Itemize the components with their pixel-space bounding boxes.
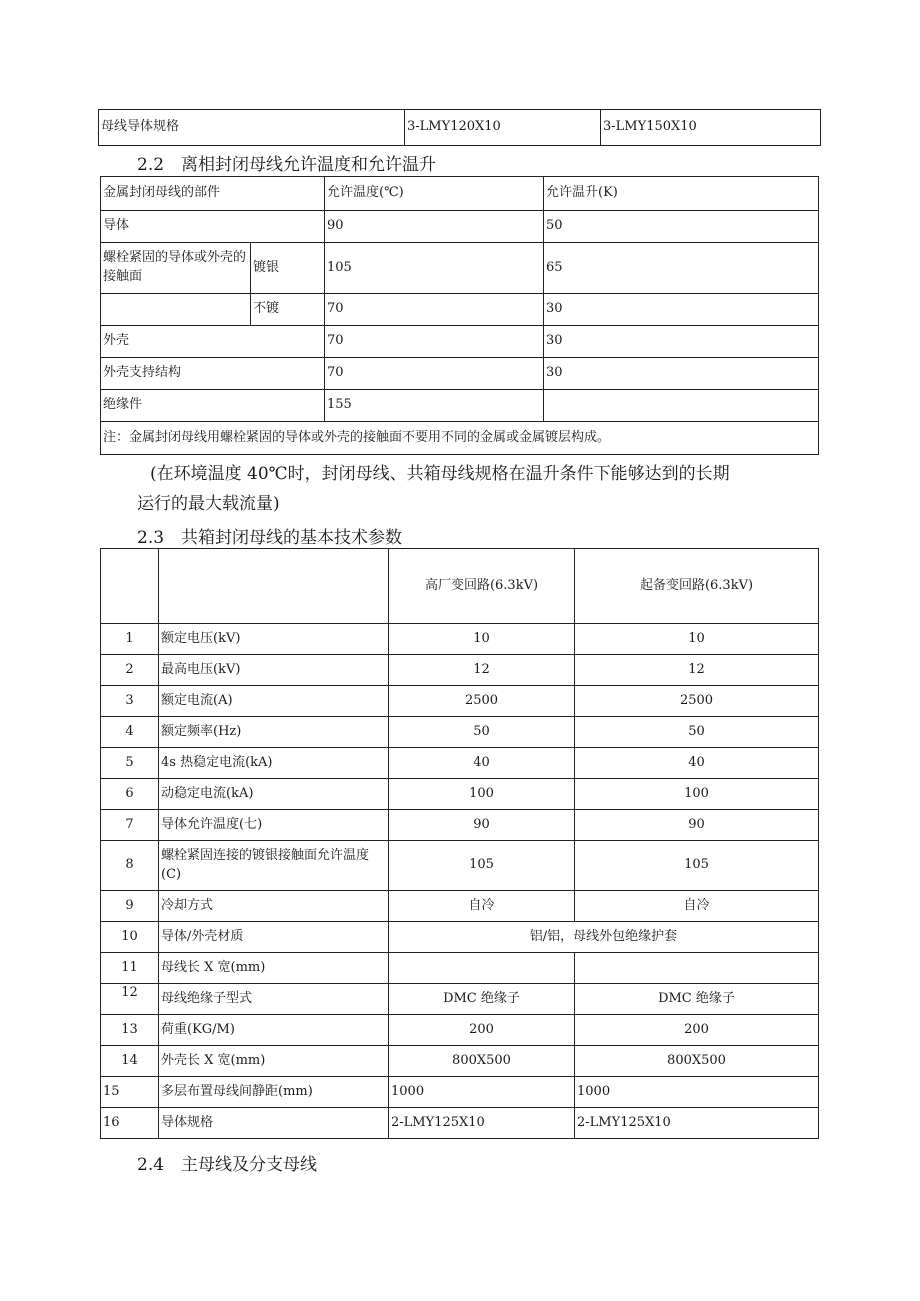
- cell-spec-a: 3-LMY120X10: [405, 110, 601, 146]
- header-index: [101, 549, 159, 624]
- section-heading-2-2: 2.2 离相封闭母线允许温度和允许温升: [137, 155, 437, 175]
- cell-part: 外壳: [101, 326, 325, 358]
- cell-value-b: 105: [575, 841, 819, 891]
- cell-part: 螺栓紧固的导体或外壳的接触面: [101, 243, 251, 294]
- cell-index: 6: [101, 779, 159, 810]
- table-row: [101, 243, 819, 294]
- cell-param: 冷却方式: [159, 891, 389, 922]
- table-row: [101, 1077, 819, 1108]
- table-row: [101, 922, 819, 953]
- cell-value-a: 自冷: [389, 891, 575, 922]
- cell-param: 导体允许温度(七): [159, 810, 389, 841]
- table-row: [101, 358, 819, 390]
- cell-value-merged: 铝/铝，母线外包绝缘护套: [389, 922, 819, 953]
- cell-value-b: 2500: [575, 686, 819, 717]
- table-row: [101, 841, 819, 891]
- header-param: [159, 549, 389, 624]
- cell-value-a: 12: [389, 655, 575, 686]
- cell-sub: 镀银: [251, 243, 325, 294]
- cell-part-empty: [101, 294, 251, 326]
- cell-index: 5: [101, 748, 159, 779]
- cell-value-b: DMC 绝缘子: [575, 984, 819, 1015]
- cell-value-b: 100: [575, 779, 819, 810]
- table-row: [101, 294, 819, 326]
- table-row: [101, 717, 819, 748]
- cell-rise: 30: [544, 294, 819, 326]
- cell-part: 绝缘件: [101, 390, 325, 422]
- table-note-row: [101, 422, 819, 455]
- header-part: 金属封闭母线的部件: [101, 177, 325, 211]
- cell-value-a: [389, 953, 575, 984]
- conductor-spec-table: [98, 109, 821, 146]
- table-row: [101, 655, 819, 686]
- cell-temp: 105: [325, 243, 544, 294]
- cell-param: 额定频率(Hz): [159, 717, 389, 748]
- cell-temp: 90: [325, 211, 544, 243]
- cell-param: 螺栓紧固连接的镀银接触面允许温度(C): [159, 841, 389, 891]
- cell-value-b: 40: [575, 748, 819, 779]
- cell-index: 12: [101, 984, 159, 1015]
- section-heading-2-3: 2.3 共箱封闭母线的基本技术参数: [137, 528, 403, 548]
- cell-index: 3: [101, 686, 159, 717]
- table-row: [99, 110, 821, 146]
- table-row: [101, 984, 819, 1015]
- cell-index: 16: [101, 1108, 159, 1139]
- cell-index: 14: [101, 1046, 159, 1077]
- table-row: [101, 211, 819, 243]
- table-row: [101, 390, 819, 422]
- cell-temp: 155: [325, 390, 544, 422]
- cell-value-b: 200: [575, 1015, 819, 1046]
- cell-param: 导体规格: [159, 1108, 389, 1139]
- cell-value-a: 40: [389, 748, 575, 779]
- cell-index: 15: [101, 1077, 159, 1108]
- cell-value-a: 105: [389, 841, 575, 891]
- header-standby: 起备变回路(6.3kV): [575, 549, 819, 624]
- cell-param: 额定电压(kV): [159, 624, 389, 655]
- cell-rise: 30: [544, 326, 819, 358]
- cell-value-b: 12: [575, 655, 819, 686]
- parameters-table: [100, 548, 819, 1139]
- cell-part: 外壳支持结构: [101, 358, 325, 390]
- cell-index: 11: [101, 953, 159, 984]
- cell-index: 9: [101, 891, 159, 922]
- cell-value-a: 10: [389, 624, 575, 655]
- cell-index: 8: [101, 841, 159, 891]
- table-header-row: [101, 177, 819, 211]
- cell-index: 2: [101, 655, 159, 686]
- table-row: [101, 624, 819, 655]
- cell-value-a: DMC 绝缘子: [389, 984, 575, 1015]
- cell-value-b: 90: [575, 810, 819, 841]
- cell-spec-b: 3-LMY150X10: [601, 110, 821, 146]
- cell-value-a: 1000: [389, 1077, 575, 1108]
- cell-value-a: 50: [389, 717, 575, 748]
- table-row: [101, 1015, 819, 1046]
- table-row: [101, 326, 819, 358]
- cell-value-b: 2-LMY125X10: [575, 1108, 819, 1139]
- table-row: [101, 748, 819, 779]
- cell-part: 导体: [101, 211, 325, 243]
- cell-rise: 30: [544, 358, 819, 390]
- cell-rise: 65: [544, 243, 819, 294]
- cell-value-b: [575, 953, 819, 984]
- cell-value-a: 200: [389, 1015, 575, 1046]
- cell-param: 最高电压(kV): [159, 655, 389, 686]
- ampacity-note-line1: (在环境温度 40℃时，封闭母线、共箱母线规格在温升条件下能够达到的长期: [150, 464, 730, 484]
- cell-param: 动稳定电流(kA): [159, 779, 389, 810]
- table-row: [101, 810, 819, 841]
- cell-value-a: 2500: [389, 686, 575, 717]
- table-note: 注：金属封闭母线用螺栓紧固的导体或外壳的接触面不要用不同的金属或金属镀层构成。: [101, 422, 819, 455]
- cell-index: 4: [101, 717, 159, 748]
- table-row: [101, 686, 819, 717]
- cell-param: 外壳长 X 宽(mm): [159, 1046, 389, 1077]
- cell-value-a: 100: [389, 779, 575, 810]
- cell-value-b: 自冷: [575, 891, 819, 922]
- cell-index: 10: [101, 922, 159, 953]
- cell-param: 母线长 X 宽(mm): [159, 953, 389, 984]
- cell-rise: [544, 390, 819, 422]
- table-row: [101, 1046, 819, 1077]
- table-header-row: [101, 549, 819, 624]
- cell-index: 1: [101, 624, 159, 655]
- table-row: [101, 891, 819, 922]
- cell-temp: 70: [325, 294, 544, 326]
- cell-value-b: 1000: [575, 1077, 819, 1108]
- header-allowed-temp: 允许温度(℃): [325, 177, 544, 211]
- cell-param: 多层布置母线间静距(mm): [159, 1077, 389, 1108]
- cell-temp: 70: [325, 358, 544, 390]
- ampacity-note-line2: 运行的最大载流量): [137, 494, 280, 514]
- table-row: [101, 953, 819, 984]
- cell-index: 13: [101, 1015, 159, 1046]
- cell-sub: 不镀: [251, 294, 325, 326]
- table-row: [101, 1108, 819, 1139]
- cell-temp: 70: [325, 326, 544, 358]
- cell-value-a: 800X500: [389, 1046, 575, 1077]
- cell-param: 母线绝缘子型式: [159, 984, 389, 1015]
- cell-value-a: 90: [389, 810, 575, 841]
- cell-param: 额定电流(A): [159, 686, 389, 717]
- cell-rise: 50: [544, 211, 819, 243]
- cell-param: 4s 热稳定电流(kA): [159, 748, 389, 779]
- cell-value-b: 10: [575, 624, 819, 655]
- cell-label: 母线导体规格: [99, 110, 405, 146]
- cell-value-a: 2-LMY125X10: [389, 1108, 575, 1139]
- cell-param: 导体/外壳材质: [159, 922, 389, 953]
- temperature-table: [100, 176, 819, 455]
- cell-param: 荷重(KG/M): [159, 1015, 389, 1046]
- header-allowed-rise: 允许温升(K): [544, 177, 819, 211]
- section-heading-2-4: 2.4 主母线及分支母线: [137, 1155, 318, 1175]
- cell-value-b: 800X500: [575, 1046, 819, 1077]
- cell-index: 7: [101, 810, 159, 841]
- table-row: [101, 779, 819, 810]
- header-hv-plant: 高厂变回路(6.3kV): [389, 549, 575, 624]
- cell-value-b: 50: [575, 717, 819, 748]
